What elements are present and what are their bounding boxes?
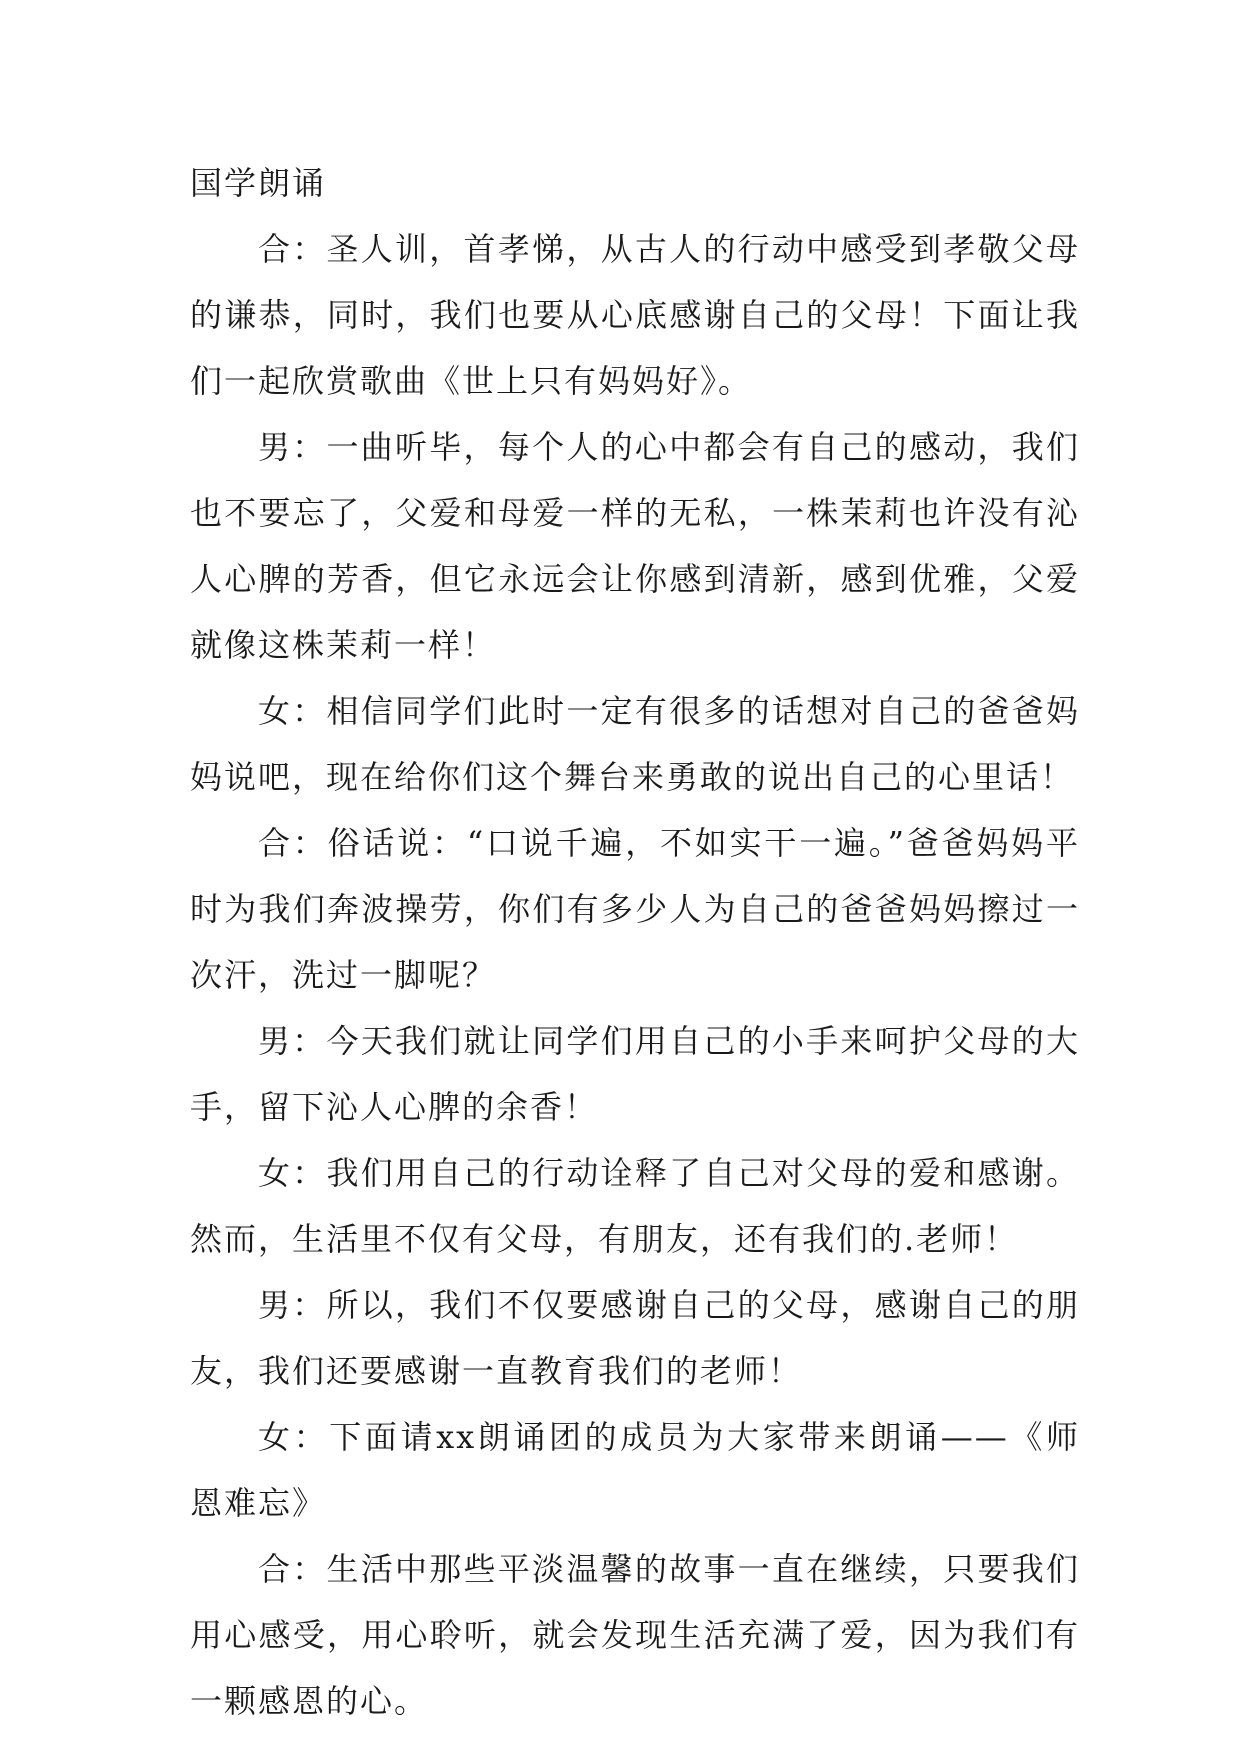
paragraph-4: 合：俗话说：“口说千遍，不如实干一遍。”爸爸妈妈平时为我们奔波操劳，你们有多少人为自己的爸爸妈妈擦过一次汗，洗过一脚呢？ xyxy=(190,824,1080,994)
paragraph-2: 男：一曲听毕，每个人的心中都会有自己的感动，我们也不要忘了，父爱和母爱一样的无私，一株茉莉也许没有沁人心脾的芳香，但它永远会让你感到清新，感到优雅，父爱就像这株茉莉一样！ xyxy=(190,428,1080,664)
paragraph-9: 合：生活中那些平淡温馨的故事一直在继续，只要我们用心感受，用心聆听，就会发现生活充满了爱，因为我们有一颗感恩的心。 xyxy=(190,1550,1080,1720)
paragraph-1: 合：圣人训，首孝悌，从古人的行动中感受到孝敬父母的谦恭，同时，我们也要从心底感谢自己的父母！下面让我们一起欣赏歌曲《世上只有妈妈好》。 xyxy=(190,230,1080,400)
document-body xyxy=(190,150,1080,1734)
paragraph-5: 男：今天我们就让同学们用自己的小手来呵护父母的大手，留下沁人心脾的余香！ xyxy=(190,1022,1080,1126)
paragraph-8: 女：下面请xx朗诵团的成员为大家带来朗诵——《师恩难忘》 xyxy=(190,1418,1080,1522)
paragraph-7: 男：所以，我们不仅要感谢自己的父母，感谢自己的朋友，我们还要感谢一直教育我们的老师！ xyxy=(190,1286,1080,1390)
paragraph-3: 女：相信同学们此时一定有很多的话想对自己的爸爸妈妈说吧，现在给你们这个舞台来勇敢的说出自己的心里话！ xyxy=(190,692,1080,796)
paragraph-6: 女：我们用自己的行动诠释了自己对父母的爱和感谢。然而，生活里不仅有父母，有朋友，还有我们的.老师！ xyxy=(190,1154,1080,1258)
document-title: 国学朗诵 xyxy=(190,164,327,202)
